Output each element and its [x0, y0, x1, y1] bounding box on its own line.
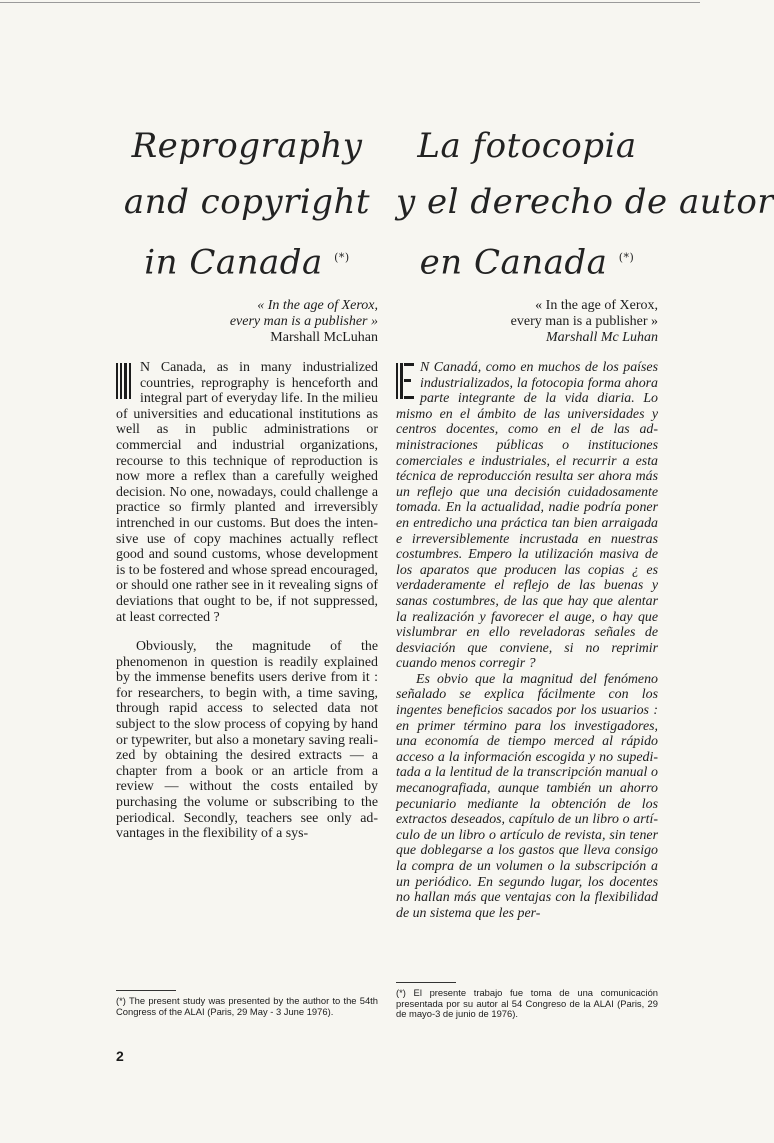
top-border-line [0, 2, 700, 3]
title-line-text: in Canada [144, 242, 323, 283]
paragraph-text: N Canadá, como en muchos de los países industrializados, la fotocopia forma ahora parte integrante de la vida diaria. Lo mismo en el ámbito de las universidades y centros docentes, como en el de las administraciones públicas o instituciones comerciales e industriales, el recurrir a esta técnica de reproducción resulta ser ahora más un reflejo que una decisión cuidadosamente tomada. En la actualidad, nadie podría poner en entredicho una práctica tan bien arraigada e irreversiblemente incrustada en nuestras costumbres. Empero la utilización masiva de los aparatos que producen las copias ¿ es verdaderamente el reflejo de las buenas y sanas costumbres, de las que hay que alentar la realización y favorecer el auge, o hay que vislumbrar en ello reveladoras señales de desviación que conviene, si no reprimir cuando menos corregir ? [396, 360, 658, 672]
spanish-body [396, 360, 658, 921]
paragraph-text: N Canada, as in many industrialized countries, reprography is henceforth and integral part of everyday life. In the milieu of universities and educational institutions as well as in public administrations or commercial and industrial organizations, recourse to this technique of reproduction is now more a reflex than a carefully weighed decision. No one, nowadays, could challenge a practice so firmly planted and irreversibly intrenched in our customs. But does the intensive use of copy machines actually reflect good and sound customs, whose development is to be fostered and whose spread encouraged, or should one rather see in it revealing signs of deviations that ought to be, if not suppressed, at least corrected ? [116, 360, 378, 625]
footnote-marker: (*) [334, 251, 350, 264]
title-line [116, 230, 378, 290]
epigraph-quote: every man is a publisher » [229, 314, 378, 329]
paragraph [396, 360, 658, 672]
dropcap-i-icon [116, 363, 134, 399]
english-epigraph [230, 298, 378, 346]
epigraph-quote: « In the age of Xerox, [257, 298, 378, 313]
title-line: La fotocopia [417, 126, 637, 166]
epigraph-author: Marshall Mc Luhan [546, 330, 658, 345]
title-line: and copyright [123, 182, 371, 222]
english-footnote: (*) The present study was presented by the author to the 54th Congress of the ALAI (Paris, 29 May - 3 June 1976). [116, 995, 378, 1017]
epigraph-quote: every man is a publisher » [510, 314, 658, 329]
spanish-footnote: (*) El presente trabajo fue toma de una comunicación presentada por su autor al 54 Congreso de la ALAI (Paris, 29 de mayo-3 de junio de 1976). [396, 987, 658, 1019]
dropcap-e-icon [396, 363, 414, 399]
paragraph: Obviously, the magnitude of the phenomenon in question is readily explained by the immense benefits users derive from it : for researchers, to begin with, a time saving, through rapid access to selected data not subject to the slow process of copying by hand or typewriter, but also a monetary saving realized by obtaining the desired extracts — a chapter from a book or an article from a review — without the costs entailed by purchasing the volume or subscribing to the periodical. Secondly, teachers see only advantages in the flexibility of a sys- [116, 639, 378, 842]
page-number: 2 [116, 1048, 124, 1064]
spanish-epigraph [511, 298, 658, 346]
footnote-rule [396, 982, 456, 983]
english-body [116, 360, 378, 842]
title-line [396, 230, 658, 290]
paragraph [116, 360, 378, 625]
title-line: Reprography [131, 126, 363, 166]
footnote-marker: (*) [618, 251, 635, 264]
title-line-text: en Canada [419, 242, 608, 283]
spanish-title [396, 118, 774, 290]
english-title [116, 118, 378, 290]
footnote-rule [116, 990, 176, 991]
title-line: y el derecho de autor [396, 182, 774, 222]
paragraph: Es obvio que la magnitud del fenómeno señalado se explica fácilmente con los ingentes beneficios sacados por los usuarios : en primer término para los investigadores, una economía de tiempo merced al rápido acceso a la información escogida y no supeditada a la lentitud de la transcripción manual o mecanografiada, aunque también un ahorro pecuniario mediante la obtención de los extractos deseados, capítulo de un libro o artículo de un libro o artículo de revista, sin tener que doblegarse a los gastos que lleva consigo la compra de un volumen o la subscripción a un periódico. En segundo lugar, los docentes no hallan más que ventajas con la flexibilidad de un sistema que les per- [396, 671, 658, 921]
epigraph-quote: « In the age of Xerox, [535, 298, 658, 313]
epigraph-author: Marshall McLuhan [270, 330, 378, 345]
